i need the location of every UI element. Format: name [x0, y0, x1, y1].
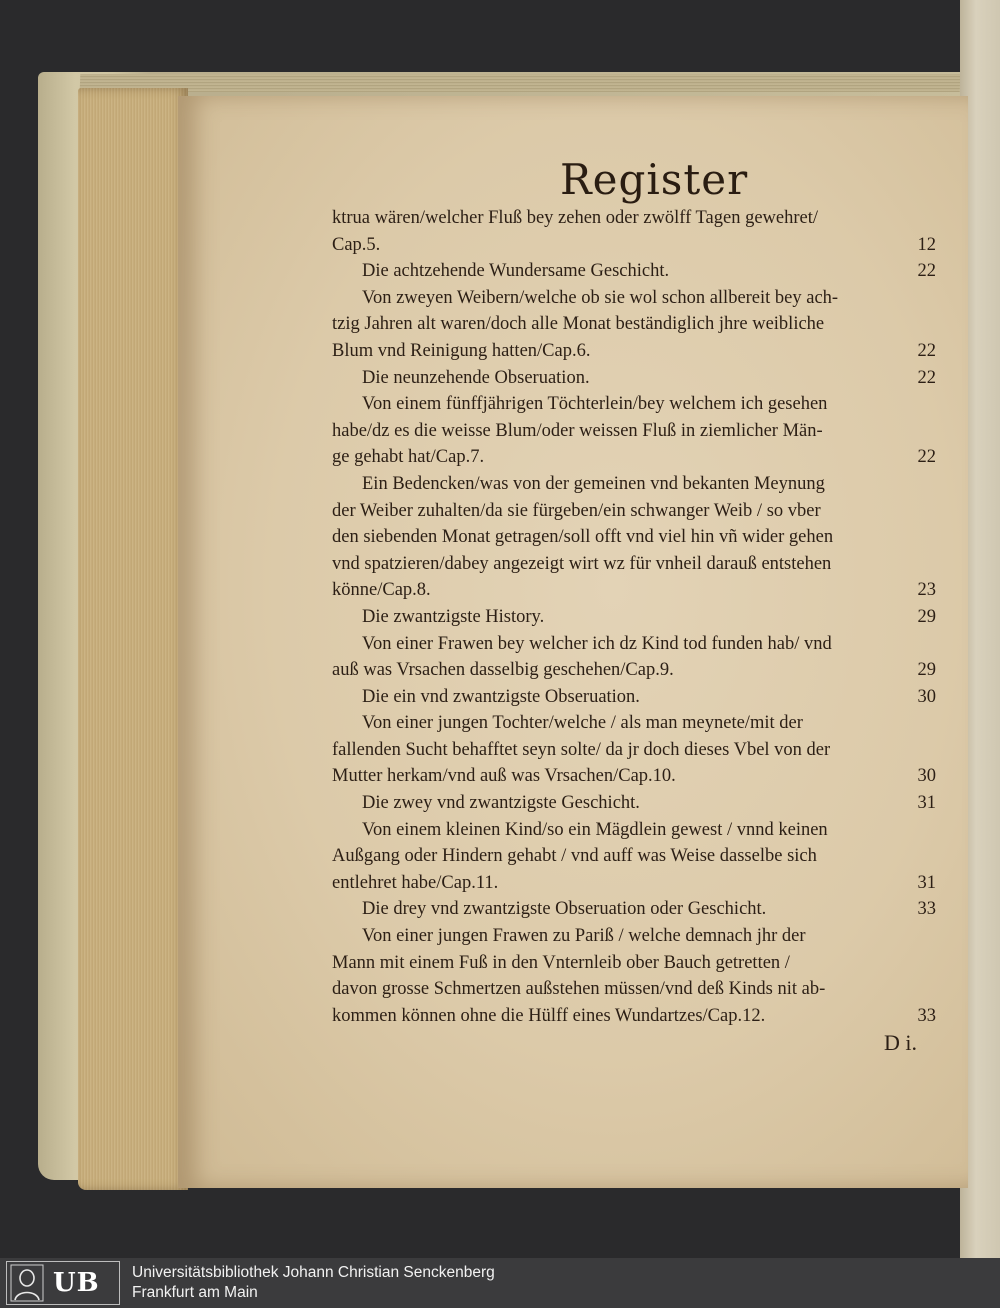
register-text	[332, 205, 942, 1029]
register-line-text: Ein Bedencken/was von der gemeinen vnd bekanten Meynung	[362, 473, 825, 494]
register-line-text: Von einer Frawen bey welcher ich dz Kind tod funden hab/ vnd	[362, 633, 832, 654]
footer-line-2: Frankfurt am Main	[132, 1284, 258, 1301]
register-line-text: tzig Jahren alt waren/doch alle Monat beständiglich jhre weibliche	[332, 314, 825, 335]
register-line-text: Die zwantzigste History.	[362, 606, 545, 627]
register-line	[332, 471, 942, 498]
page-number: 31	[917, 793, 936, 814]
register-line	[332, 950, 942, 977]
footer-line-1: Universitätsbibliothek Johann Christian Senckenberg	[132, 1264, 495, 1281]
footer-bar	[0, 1258, 1000, 1308]
register-line	[332, 790, 942, 817]
register-line	[332, 338, 942, 365]
page-number: 30	[917, 766, 936, 787]
page-number: 12	[917, 234, 936, 255]
register-line-text: ktrua wären/welcher Fluß bey zehen oder zwölff Tagen gewehret/	[332, 208, 819, 228]
register-line-text: entlehret habe/Cap.11.	[332, 872, 499, 893]
register-line	[332, 684, 942, 711]
register-line	[332, 923, 942, 950]
page-number: 30	[917, 686, 936, 707]
register-line	[332, 232, 942, 259]
register-line	[332, 418, 942, 445]
register-line	[332, 524, 942, 551]
page-number: 22	[917, 261, 936, 282]
register-line-text: Die drey vnd zwantzigste Obseruation oder Geschicht.	[362, 899, 767, 920]
page-number: 29	[917, 606, 936, 627]
register-line	[332, 258, 942, 285]
register-line	[332, 365, 942, 392]
register-line-text: vnd spatzieren/dabey angezeigt wirt wz für vnheil darauß entstehen	[332, 553, 832, 574]
register-line-text: Von zweyen Weibern/welche ob sie wol schon allbereit bey ach-	[362, 287, 839, 308]
page-heading: Register	[560, 155, 749, 204]
register-line	[332, 896, 942, 923]
register-line-text: könne/Cap.8.	[332, 580, 431, 601]
register-line	[332, 311, 942, 338]
register-line-text: Mutter herkam/vnd auß was Vrsachen/Cap.10.	[332, 766, 676, 787]
library-logo[interactable]	[6, 1261, 120, 1305]
register-line-text: Die zwey vnd zwantzigste Geschicht.	[362, 793, 640, 814]
register-line-text: den siebenden Monat getragen/soll offt vnd viel hin vñ wider gehen	[332, 527, 834, 548]
register-line	[332, 285, 942, 312]
register-line-text: ge gehabt hat/Cap.7.	[332, 447, 485, 468]
page-number: 31	[917, 872, 936, 893]
register-line	[332, 737, 942, 764]
page-top-edge	[80, 74, 961, 92]
page-number: 22	[917, 367, 936, 388]
register-line-text: fallenden Sucht behafftet seyn solte/ da jr doch dieses Vbel von der	[332, 739, 831, 760]
page-number: 33	[917, 1005, 936, 1026]
register-line-text: auß was Vrsachen dasselbig geschehen/Cap.9.	[332, 660, 674, 681]
register-line-text: Von einer jungen Frawen zu Pariß / welche demnach jhr der	[362, 926, 806, 947]
register-line	[332, 444, 942, 471]
register-line-text: Außgang oder Hindern gehabt / vnd auff was Weise dasselbe sich	[332, 846, 817, 867]
register-line	[332, 577, 942, 604]
register-line	[332, 205, 942, 232]
register-line-text: Mann mit einem Fuß in den Vnternleib ober Bauch getretten /	[332, 952, 790, 973]
portrait-emblem-icon	[7, 1263, 47, 1303]
register-line	[332, 657, 942, 684]
register-line-text: Von einem kleinen Kind/so ein Mägdlein gewest / vnnd keinen	[362, 819, 828, 840]
register-line-text: Die ein vnd zwantzigste Obseruation.	[362, 686, 640, 707]
page-number: 29	[917, 660, 936, 681]
register-line-text: kommen können ohne die Hülff eines Wundartzes/Cap.12.	[332, 1005, 766, 1026]
register-line-text: Cap.5.	[332, 234, 381, 255]
register-line	[332, 498, 942, 525]
register-line	[332, 817, 942, 844]
logo-text: UB	[53, 1268, 100, 1298]
page-fore-edge	[78, 88, 188, 1190]
register-line	[332, 710, 942, 737]
footer-text	[132, 1263, 495, 1303]
register-line	[332, 763, 942, 790]
page-number: 33	[917, 899, 936, 920]
register-line	[332, 631, 942, 658]
page-number: 22	[917, 340, 936, 361]
register-line-text: Die achtzehende Wundersame Geschicht.	[362, 261, 670, 282]
signature-mark: D i.	[884, 1030, 917, 1055]
register-line	[332, 976, 942, 1003]
register-line	[332, 843, 942, 870]
register-line	[332, 551, 942, 578]
register-line	[332, 1003, 942, 1030]
page-number: 23	[917, 580, 936, 601]
register-line	[332, 391, 942, 418]
register-line-text: der Weiber zuhalten/da sie fürgeben/ein schwanger Weib / so vber	[332, 500, 821, 521]
register-line-text: Blum vnd Reinigung hatten/Cap.6.	[332, 340, 591, 361]
register-line	[332, 870, 942, 897]
register-line-text: Von einem fünffjährigen Töchterlein/bey welchem ich gesehen	[362, 394, 828, 415]
register-line	[332, 604, 942, 631]
register-line-text: habe/dz es die weisse Blum/oder weissen Fluß in ziemlicher Män-	[332, 420, 823, 441]
register-line-text: davon grosse Schmertzen außstehen müssen/vnd deß Kinds nit ab-	[332, 979, 826, 1000]
register-line-text: Von einer jungen Tochter/welche / als man meynete/mit der	[362, 713, 803, 734]
register-line-text: Die neunzehende Obseruation.	[362, 367, 590, 388]
page-number: 22	[917, 447, 936, 468]
